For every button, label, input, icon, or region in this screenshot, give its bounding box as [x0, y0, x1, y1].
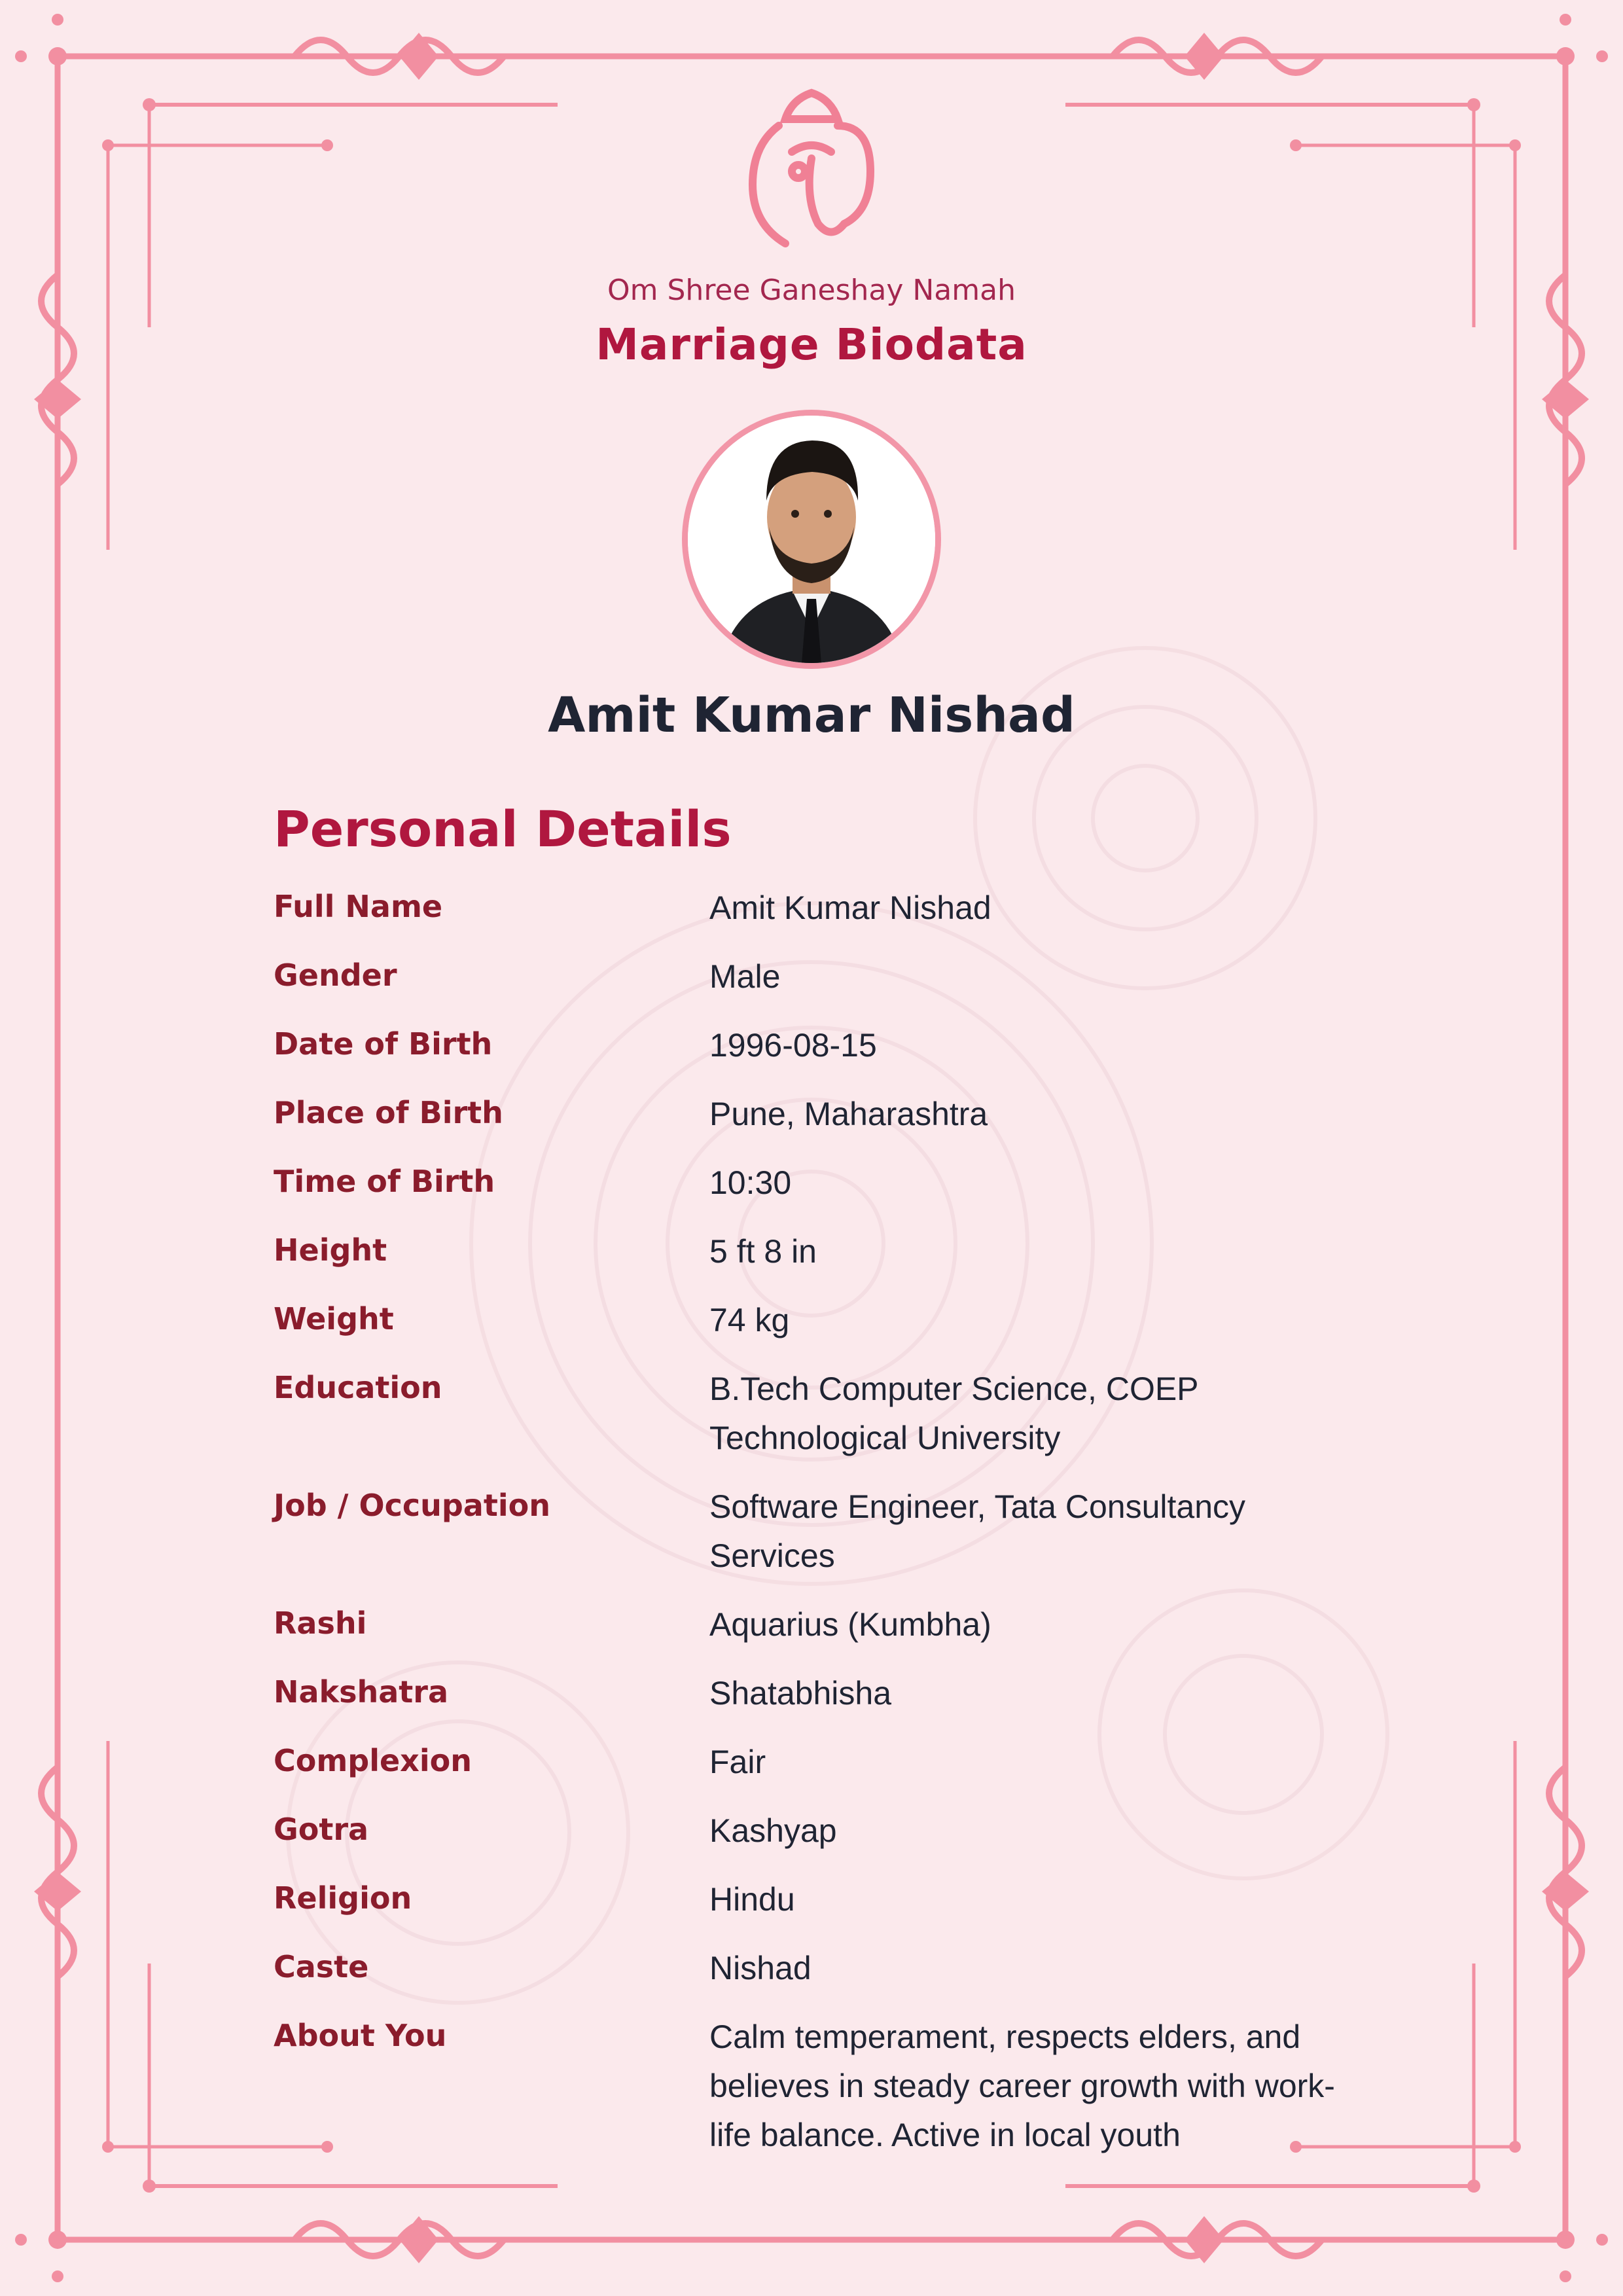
- detail-value: 5 ft 8 in: [709, 1233, 817, 1270]
- detail-row: [274, 1296, 1353, 1345]
- detail-label: Nakshatra: [274, 1674, 449, 1710]
- detail-row: [274, 1482, 1353, 1581]
- detail-row: [274, 1021, 1353, 1070]
- detail-value: B.Tech Computer Science, COEP Technological University: [709, 1371, 1198, 1456]
- detail-label: Place of Birth: [274, 1095, 503, 1130]
- section-heading: Personal Details: [274, 800, 732, 858]
- detail-label: Full Name: [274, 889, 443, 924]
- document-title: Marriage Biodata: [596, 319, 1027, 370]
- detail-label: Time of Birth: [274, 1164, 495, 1199]
- detail-value: Shatabhisha: [709, 1675, 892, 1712]
- detail-label: Complexion: [274, 1743, 472, 1778]
- ganesh-icon: [740, 80, 883, 250]
- invocation-text: Om Shree Ganeshay Namah: [607, 274, 1016, 307]
- detail-row: [274, 1806, 1353, 1856]
- detail-row: [274, 1875, 1353, 1924]
- detail-label: Education: [274, 1370, 442, 1405]
- detail-label: Date of Birth: [274, 1026, 493, 1062]
- detail-label: Rashi: [274, 1605, 367, 1641]
- detail-value: Amit Kumar Nishad: [709, 889, 991, 926]
- detail-value: 74 kg: [709, 1302, 790, 1338]
- detail-label: Weight: [274, 1301, 394, 1336]
- detail-value: 1996-08-15: [709, 1027, 877, 1064]
- detail-value: Aquarius (Kumbha): [709, 1606, 991, 1643]
- detail-row: [274, 1227, 1353, 1276]
- detail-row: [274, 2013, 1353, 2160]
- detail-row: [274, 1090, 1353, 1139]
- profile-photo-frame: [682, 410, 941, 669]
- details-list: [274, 884, 1353, 2179]
- detail-label: Religion: [274, 1880, 412, 1916]
- candidate-name: Amit Kumar Nishad: [548, 687, 1075, 744]
- detail-label: Height: [274, 1232, 387, 1268]
- detail-value: Software Engineer, Tata Consultancy Services: [709, 1488, 1246, 1574]
- detail-row: [274, 1944, 1353, 1993]
- detail-label: Gender: [274, 958, 397, 993]
- detail-row: [274, 952, 1353, 1001]
- detail-row: [274, 884, 1353, 933]
- detail-row: [274, 1669, 1353, 1718]
- detail-label: Gotra: [274, 1812, 369, 1847]
- detail-value: Nishad: [709, 1950, 812, 1986]
- detail-value: Pune, Maharashtra: [709, 1096, 988, 1132]
- detail-value: Male: [709, 958, 781, 995]
- detail-label: Job / Occupation: [274, 1488, 550, 1523]
- profile-photo: [688, 416, 935, 663]
- detail-value: Calm temperament, respects elders, and believes in steady career growth with work-life balance. Active in local youth: [709, 2018, 1335, 2153]
- detail-value: 10:30: [709, 1164, 792, 1201]
- detail-value: Fair: [709, 1744, 766, 1780]
- detail-row: [274, 1600, 1353, 1649]
- detail-label: Caste: [274, 1949, 369, 1984]
- detail-value: Kashyap: [709, 1812, 837, 1849]
- detail-label: About You: [274, 2018, 447, 2053]
- detail-row: [274, 1365, 1353, 1463]
- detail-row: [274, 1738, 1353, 1787]
- detail-row: [274, 1158, 1353, 1208]
- detail-value: Hindu: [709, 1881, 795, 1918]
